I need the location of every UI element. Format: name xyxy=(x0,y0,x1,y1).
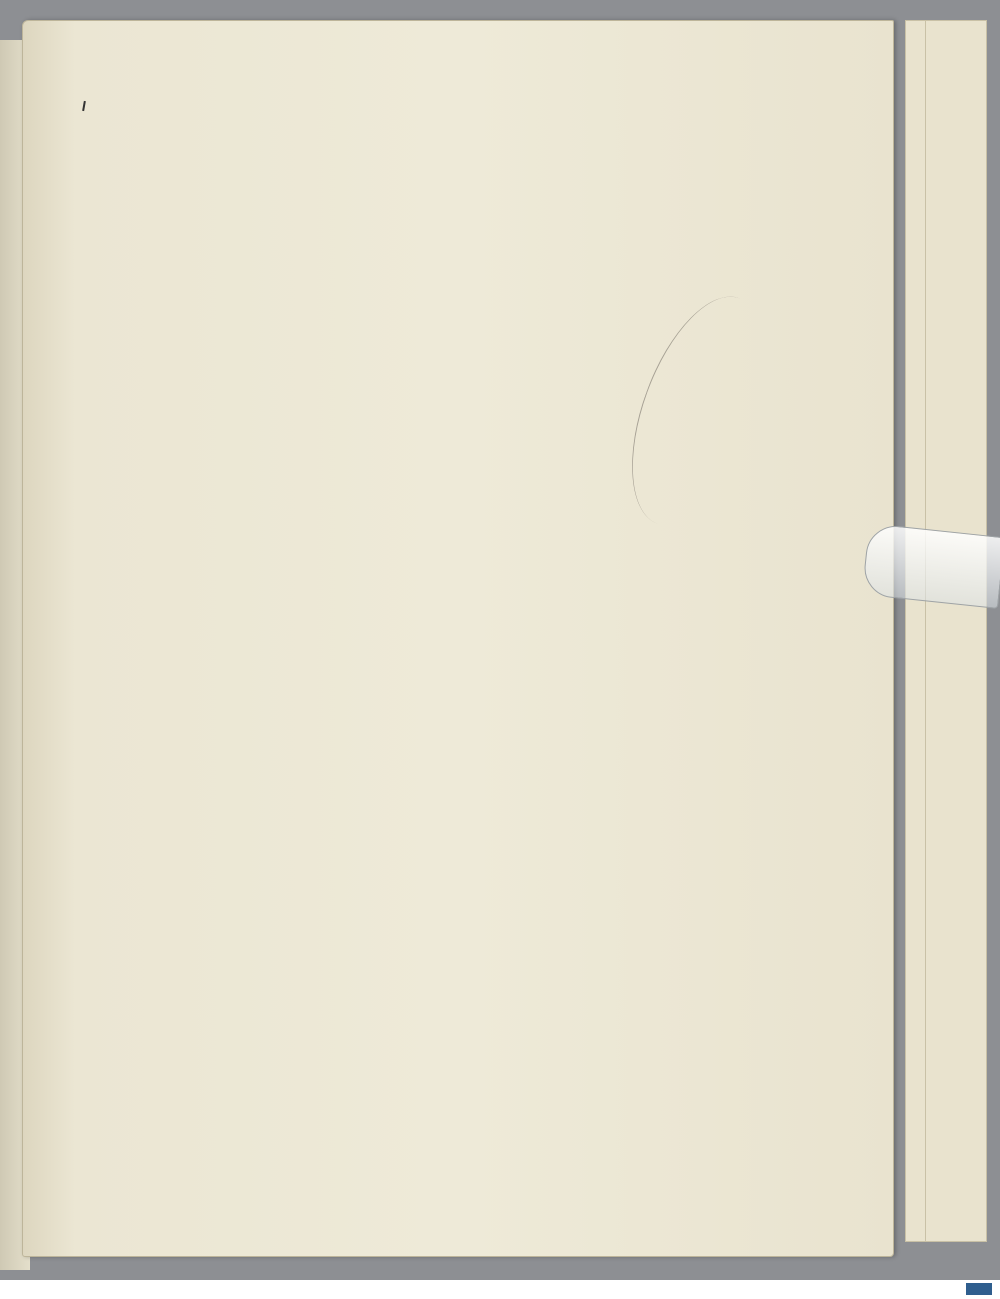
footer-bar xyxy=(0,1280,1000,1299)
dfg-logo xyxy=(966,1283,992,1295)
section-title xyxy=(118,114,738,170)
text-block xyxy=(118,108,738,174)
section-marker-row xyxy=(118,174,738,196)
underlying-page xyxy=(925,20,987,1242)
book-page xyxy=(22,20,894,1257)
ink-mark xyxy=(82,101,86,111)
pencil-stroke xyxy=(605,279,791,542)
